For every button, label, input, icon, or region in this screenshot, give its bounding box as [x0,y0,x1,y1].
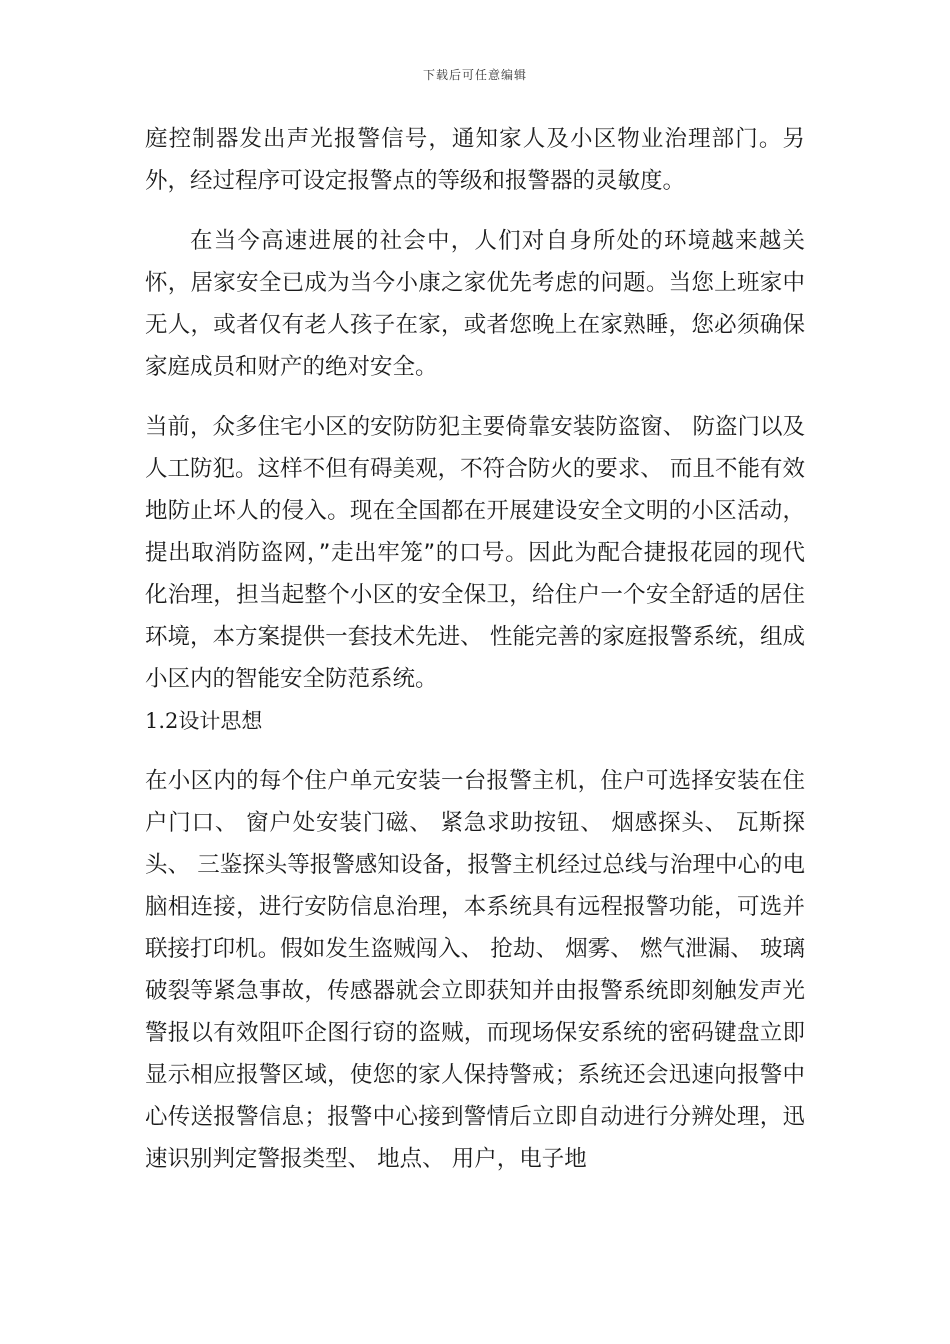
paragraph-3: 当前，众多住宅小区的安防防犯主要倚靠安装防盗窗、 防盗门以及人工防犯。这样不但有碍美观，不符合防火的要求、 而且不能有效地防止坏人的侵入。现在全国都在开展建设安全文明的小区活动，提出取消防盗网，”走出牢笼”的口号。因此为配合捷报花园的现代化治理，担当起整个小区的安全保卫，给住户一个安全舒适的居住环境，本方案提供一套技术先进、 性能完善的家庭报警系统，组成小区内的智能安全防范系统。 [145,414,805,692]
document-body [145,118,805,1180]
page-header: 下载后可任意编辑 [422,68,527,82]
paragraph-4: 在小区内的每个住户单元安装一台报警主机，住户可选择安装在住户门口、 窗户处安装门磁、 紧急求助按钮、 烟感探头、 瓦斯探头、 三鉴探头等报警感知设备，报警主机经过总线与治理中心的电脑相连接，进行安防信息治理，本系统具有远程报警功能，可选并联接打印机。假如发生盗贼闯入、 抢劫、 烟雾、 燃气泄漏、 玻璃破裂等紧急事故，传感器就会立即获知并由报警系统即刻触发声光警报以有效阻吓企图行窃的盗贼，而现场保安系统的密码键盘立即显示相应报警区域，使您的家人保持警戒；系统还会迅速向报警中心传送报警信息；报警中心接到警情后立即自动进行分辨处理，迅速识别判定警报类型、 地点、 用户，电子地 [145,768,805,1172]
section-heading: 1.2设计思想 [145,709,263,733]
paragraph-1: 庭控制器发出声光报警信号，通知家人及小区物业治理部门。另外，经过程序可设定报警点的等级和报警器的灵敏度。 [145,126,805,194]
paragraph-2: 在当今高速进展的社会中，人们对自身所处的环境越来越关怀，居家安全已成为当今小康之家优先考虑的问题。当您上班家中无人，或者仅有老人孩子在家，或者您晚上在家熟睡，您必须确保家庭成员和财产的绝对安全。 [145,228,805,380]
